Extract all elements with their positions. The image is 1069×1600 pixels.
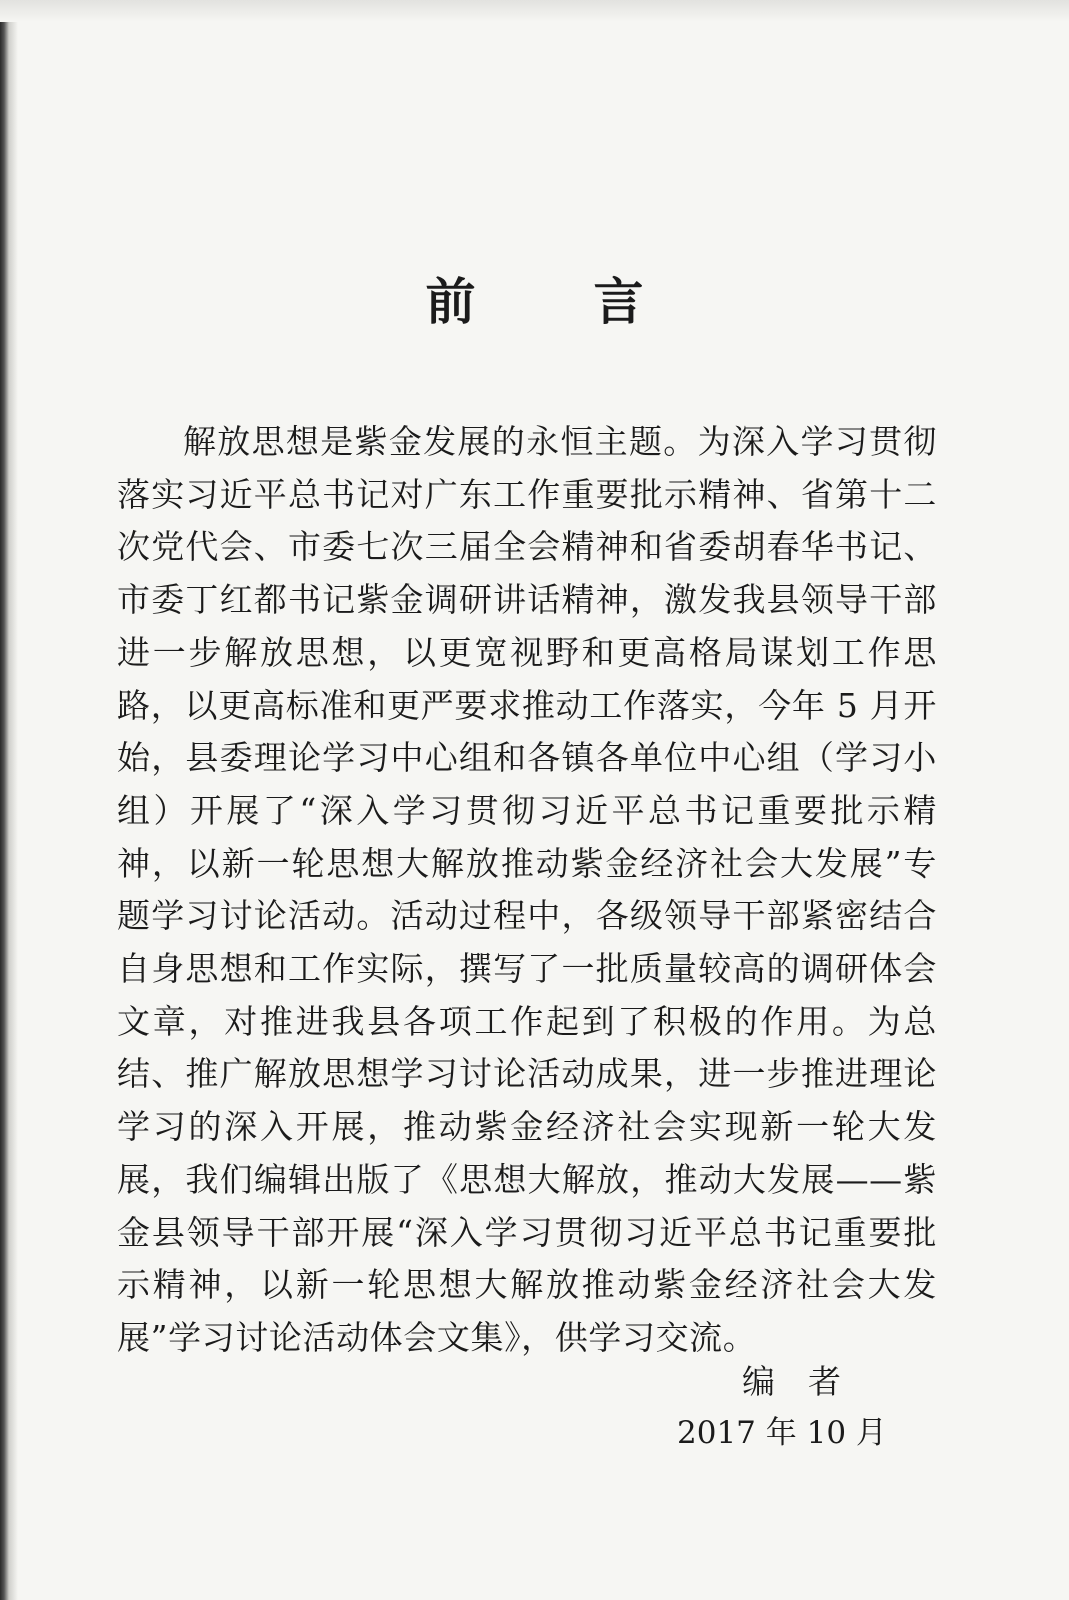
page-edge-shadow [0,0,18,1600]
page-title [0,262,1069,334]
signature: 编 者 [742,1362,841,1401]
title-char-1: 前 [425,272,476,331]
date: 2017 年 10 月 [677,1415,887,1451]
page-top-shadow [0,0,1069,22]
title-char-2: 言 [593,272,644,331]
preface-body: 解放思想是紫金发展的永恒主题。为深入学习贯彻落实习近平总书记对广东工作重要批示精神、省第十二次党代会、市委七次三届全会精神和省委胡春华书记、市委丁红都书记紫金调研讲话精神，激发我县领导干部进一步解放思想，以更宽视野和更高格局谋划工作思路，以更高标准和更严要求推动工作落实，今年 5 月开始，县委理论学习中心组和各镇各单位中心组（学习小组）开展了“深入学习贯彻习近平总书记重要批示精神，以新一轮思想大解放推动紫金经济社会大发展”专题学习讨论活动。活动过程中，各级领导干部紧密结合自身思想和工作实际，撰写了一批质量较高的调研体会文章，对推进我县各项工作起到了积极的作用。为总结、推广解放思想学习讨论活动成果，进一步推进理论学习的深入开展，推动紫金经济社会实现新一轮大发展，我们编辑出版了《思想大解放，推动大发展——紫金县领导干部开展“深入学习贯彻习近平总书记重要批示精神，以新一轮思想大解放推动紫金经济社会大发展”学习讨论活动体会文集》，供学习交流。 [117,422,937,1357]
